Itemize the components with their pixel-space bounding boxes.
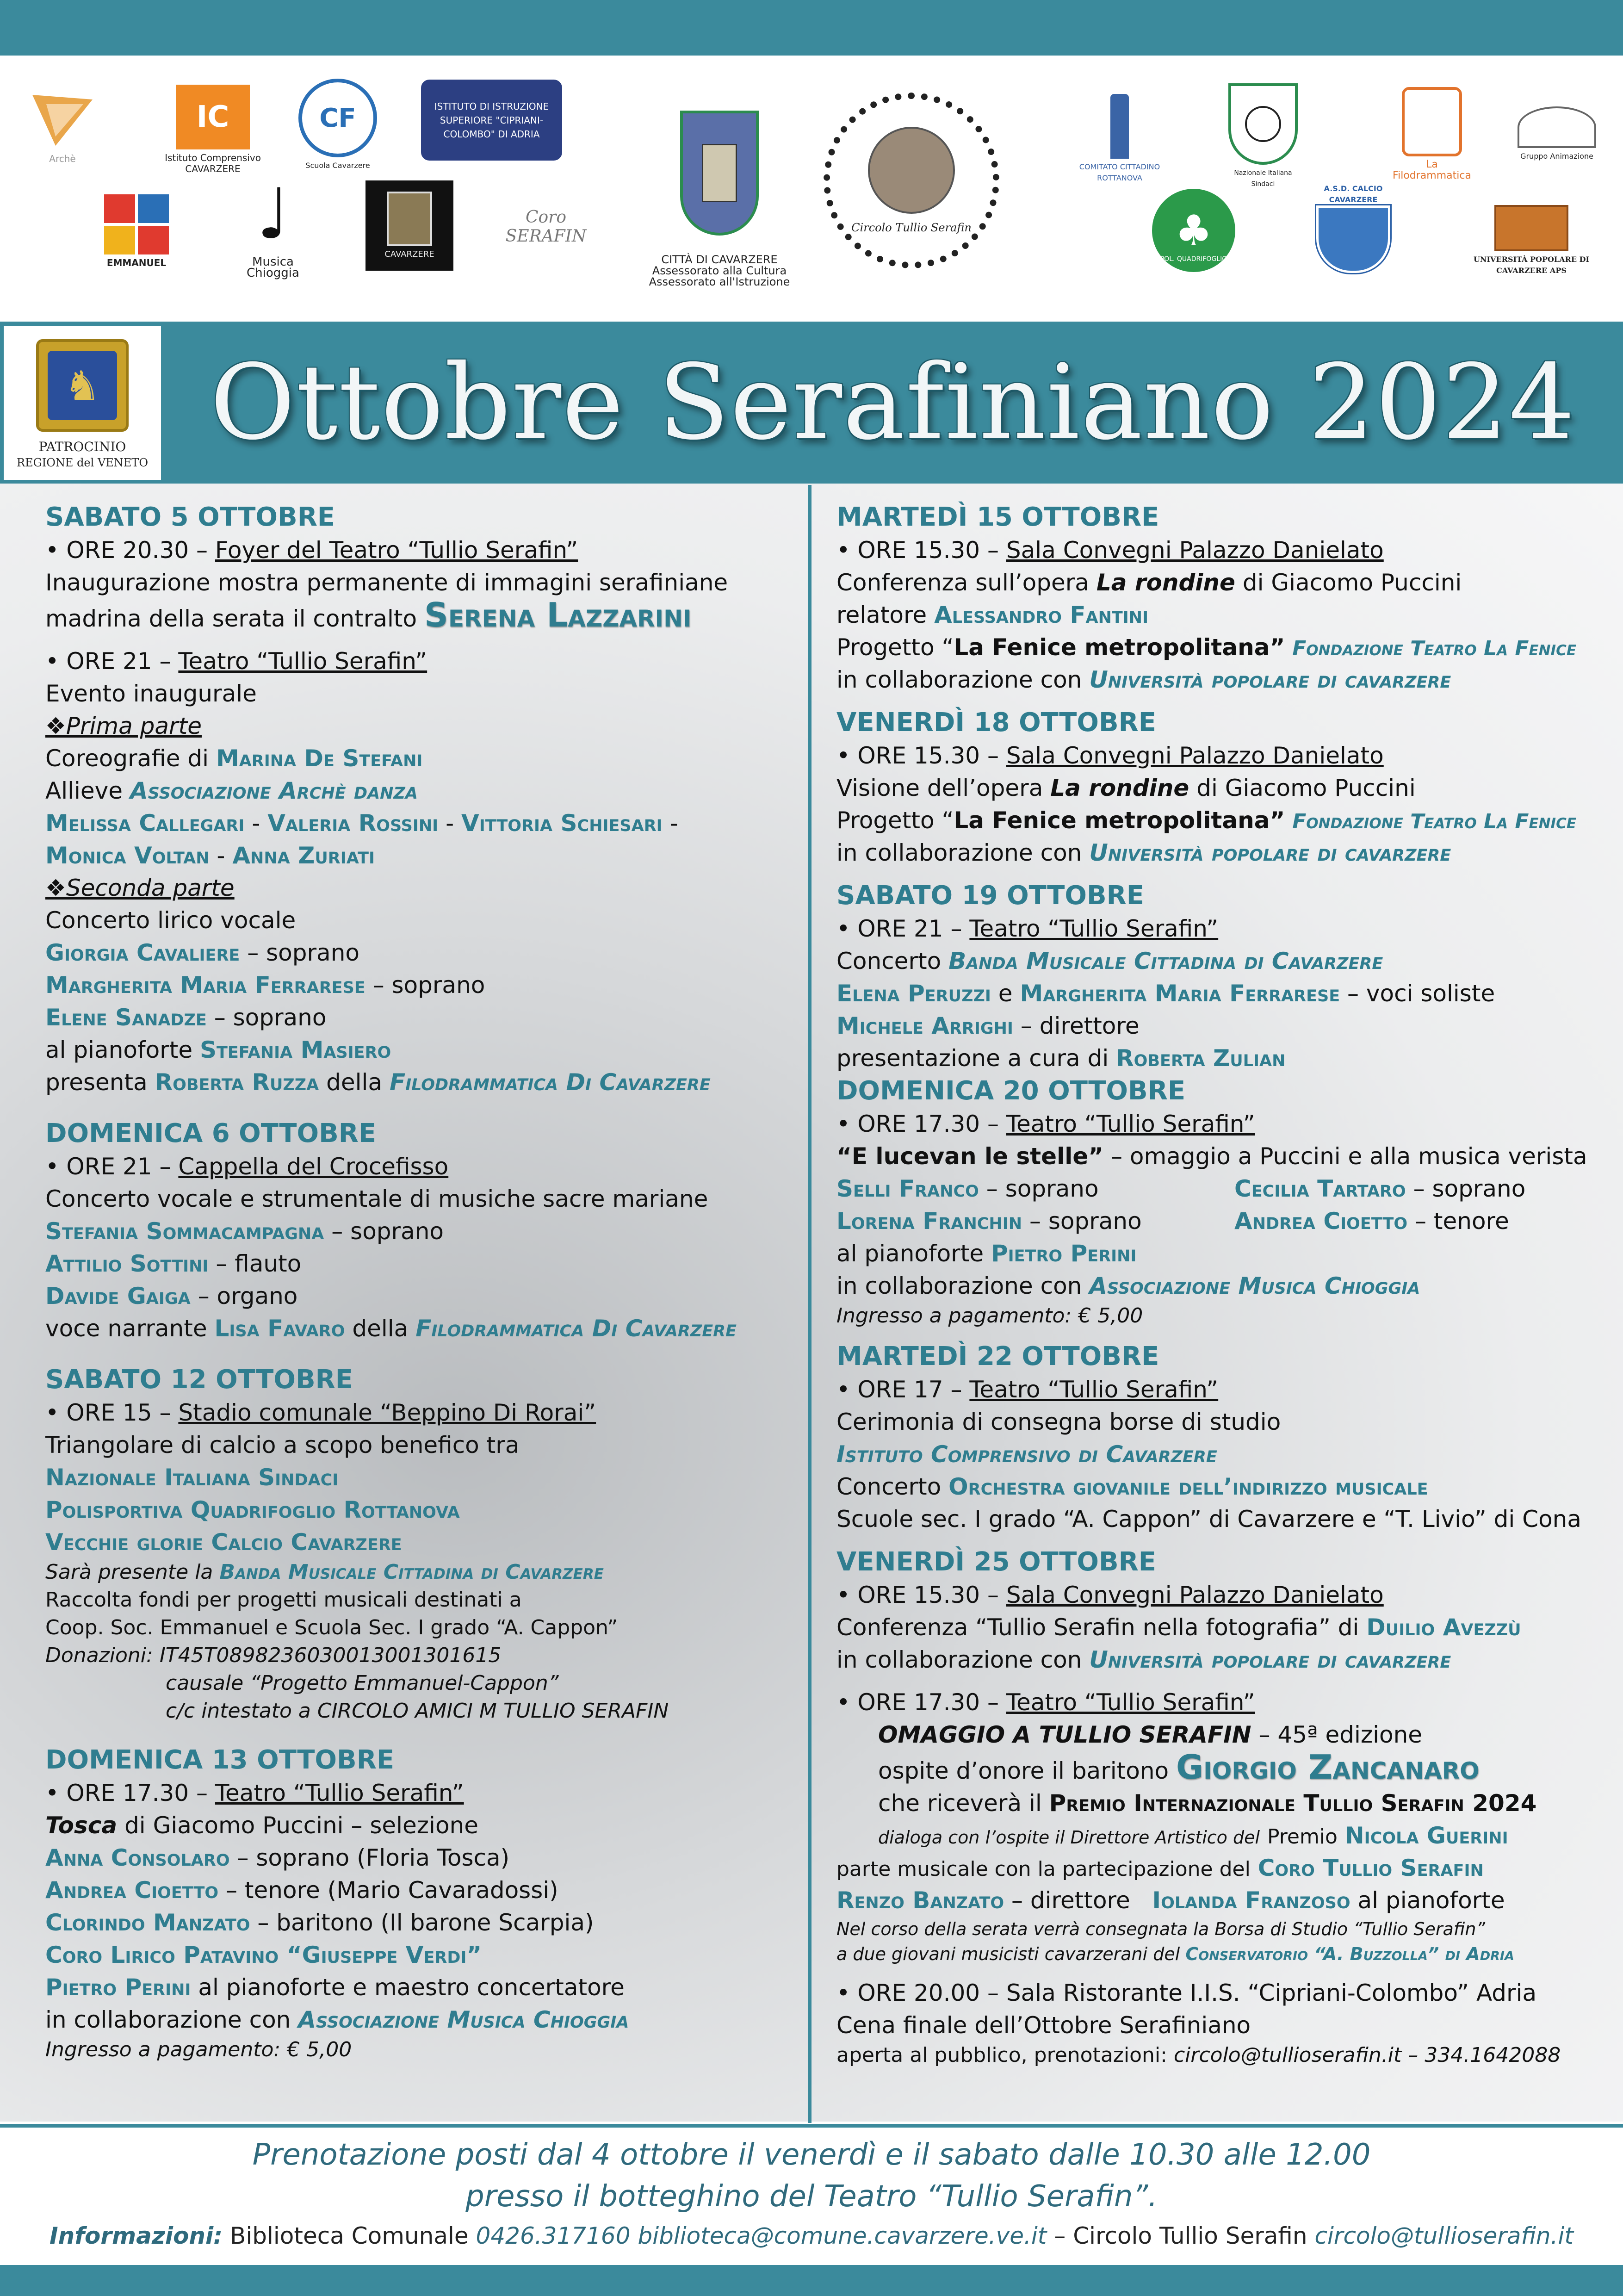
left-column: SABATO 5 OTTOBRE • ORE 20.30 – Foyer del Teatro “Tullio Serafin” Inaugurazione mostra permanente di immagini serafiniane madrina della serata il contralto Serena Lazzarini • ORE 21 – Teatro “Tullio Serafin” Evento inaugurale ❖Prima parte Coreografie di Marina De Stefani Allieve Associazione Archè danza Melissa Callegari - Valeria Rossini - Vittoria Schiesari - Monica Voltan - Anna Zuriati ❖Seconda parte Concerto lirico vocale Giorgia Cavaliere – soprano Margherita Maria Ferrarese – soprano Elene Sanadze – soprano al pianoforte Stefania Masiero presenta Roberta Ruzza della Filodrammatica Di Cavarzere DOMENICA 6 OTTOBRE • ORE 21 – Cappella del Crocefisso Concerto vocale e strumentale di musiche sacre mariane Stefania Sommacampagna – soprano Attilio Sottini – flauto Davide Gaiga – organo voce narrante Lisa Favaro della Filodrammatica Di Cavarzere SABATO 12 OTTOBRE • ORE 15 – Stadio comunale “Beppino Di Rorai” Triangolare di calcio a scopo benefico tra Nazionale Italiana Sindaci Polisportiva Quadrifoglio Rottanova Vecchie glorie Calcio Cavarzere Sarà presente la Banda Musicale Cittadina di Cavarzere Raccolta fondi per progetti musicali destinati a Coop. Soc. Emmanuel e Scuola Sec. I grado “A. Cappon” Donazioni: IT45T0898236030013001301615 causale “Progetto Emmanuel-Cappon” c/c intestato a CIRCOLO AMICI M TULLIO SERAFIN DOMENICA 13 OTTOBRE • ORE 17.30 – Teatro “Tullio Serafin” Tosca di Giacomo Puccini – selezione Anna Consolaro – soprano (Floria Tosca) Andrea Cioetto – tenore (Mario Cavaradossi) Clorindo Manzato – baritono (Il barone Scarpia) Coro Lirico Patavino “Giuseppe Verdi” Pietro Perini al pianoforte e maestro concertatore in collaborazione con Associazione Musica Chioggia Ingresso a pagamento: € 5,00 — [45, 501, 799, 2064]
column-divider — [808, 485, 812, 2123]
booking-location: presso il botteghino del Teatro “Tullio Serafin”. — [465, 2179, 1158, 2214]
contact-line: Informazioni: Biblioteca Comunale 0426.317160 biblioteca@comune.cavarzere.ve.it – Circolo Tullio Serafin circolo@tullioserafin.it — [50, 2222, 1573, 2249]
pol-quadrifoglio-logo: ♣ POL. QUADRIFOGLIO — [1147, 180, 1240, 273]
comitato-rottanova-logo: COMITATO CITTADINO ROTTANOVA — [1073, 83, 1166, 194]
arche-logo: Archè — [19, 83, 106, 171]
day-heading: SABATO 12 OTTOBRE — [45, 1365, 353, 1395]
mask-icon — [1402, 87, 1462, 156]
day-heading: DOMENICA 6 OTTOBRE — [45, 1118, 377, 1148]
bottom-bar — [0, 2265, 1623, 2296]
event-time-place: • ORE 21 – Cappella del Crocefisso — [45, 1153, 449, 1180]
day-heading: VENERDÌ 18 OTTOBRE — [836, 707, 1157, 738]
laurel-portrait-icon: Circolo Tullio Serafin — [824, 93, 999, 268]
ic-cavarzere-logo: IC Istituto Comprensivo CAVARZERE — [157, 79, 268, 180]
guest-of-honour: Giorgio Zancanaro — [1176, 1748, 1480, 1787]
event-time-place: • ORE 17.30 – Teatro “Tullio Serafin” — [836, 1111, 1255, 1137]
scuola-cavarzere-logo: CF Scuola Cavarzere — [291, 79, 384, 171]
asd-calcio-cavarzere-logo: A.S.D. CALCIO CAVARZERE — [1309, 180, 1397, 273]
event-time-place: • ORE 20.00 – Sala Ristorante I.I.S. “Cipriani-Colombo” Adria — [836, 1980, 1537, 2006]
arche-mark-icon — [28, 90, 97, 150]
day-heading: MARTEDÌ 22 OTTOBRE — [836, 1341, 1159, 1371]
event-time-place: • ORE 15.30 – Sala Convegni Palazzo Danielato — [836, 1582, 1384, 1608]
day-heading: SABATO 5 OTTOBRE — [45, 502, 335, 532]
day-heading: SABATO 19 OTTOBRE — [836, 881, 1145, 911]
emmanuel-mark-icon — [104, 194, 169, 254]
day-heading: DOMENICA 13 OTTOBRE — [45, 1745, 395, 1775]
logo-strip — [0, 56, 1623, 319]
musica-chioggia-logo: ♩ Musica Chioggia — [247, 174, 299, 280]
city-crest-icon — [680, 111, 759, 236]
patrocinio-regione-veneto: ♞ PATROCINIO REGIONE del VENETO — [4, 326, 161, 480]
lighthouse-icon — [1110, 94, 1129, 159]
event-time-place: • ORE 17 – Teatro “Tullio Serafin” — [836, 1376, 1219, 1403]
universita-popolare-logo: UNIVERSITÀ POPOLARE DI CAVARZERE APS — [1467, 194, 1596, 287]
guest-name: Serena Lazzarini — [424, 596, 692, 634]
veneto-lion-icon: ♞ — [36, 339, 129, 432]
emmanuel-logo: EMMANUEL — [97, 185, 176, 278]
nazionale-sindaci-logo: Nazionale Italiana Sindaci — [1221, 83, 1305, 190]
clover-badge-icon: ♣ — [1152, 189, 1235, 272]
event-time-place: • ORE 15.30 – Sala Convegni Palazzo Danielato — [836, 537, 1384, 564]
day-heading: MARTEDÌ 15 OTTOBRE — [836, 502, 1159, 532]
right-column: MARTEDÌ 15 OTTOBRE • ORE 15.30 – Sala Convegni Palazzo Danielato Conferenza sull’opera La rondine di Giacomo Puccini relatore Alessandro Fantini Progetto “La Fenice metropolitana” Fondazione Teatro La Fenice in collaborazione con Università popolare di cavarzere VENERDÌ 18 OTTOBRE • ORE 15.30 – Sala Convegni Palazzo Danielato Visione dell’opera La rondine di Giacomo Puccini Progetto “La Fenice metropolitana” Fondazione Teatro La Fenice in collaborazione con Università popolare di cavarzere SABATO 19 OTTOBRE • ORE 21 – Teatro “Tullio Serafin” Concerto Banda Musicale Cittadina di Cavarzere Elena Peruzzi e Margherita Maria Ferrarese – voci soliste Michele Arrighi – direttore presentazione a cura di Roberta Zulian DOMENICA 20 OTTOBRE • ORE 17.30 – Teatro “Tullio Serafin” “E lucevan le stelle” – omaggio a Puccini e alla musica verista Selli Franco – soprano Cecilia Tartaro – soprano Lorena Franchin – soprano Andrea Cioetto – tenore al pianoforte Pietro Perini in collaborazione con Associazione Musica Chioggia Ingresso a pagamento: € 5,00 MARTEDÌ 22 OTTOBRE • ORE 17 – Teatro “Tullio Serafin” Cerimonia di consegna borse di studio Istituto Comprensivo di Cavarzere Concerto Orchestra giovanile dell’indirizzo musicale Scuole sec. I grado “A. Cappon” di Cavarzere e “T. Livio” di Cona VENERDÌ 25 OTTOBRE • ORE 15.30 – Sala Convegni Palazzo Danielato Conferenza “Tullio Serafin nella fotografia” di Duilio Avezzù in collaborazione con Università popolare di cavarzere • ORE 17.30 – Teatro “Tullio Serafin” OMAGGIO A TULLIO SERAFIN – 45ª edizione ospite d’onore il baritono Giorgio Zancanaro che riceverà il Premio Internazionale Tullio Serafin 2024 dialoga con l’ospite il Direttore Artistico del Premio Nicola Guerini parte musicale con la partecipazione del Coro Tullio Serafin Renzo Banzato – direttore Iolanda Franzoso al pianoforte Nel corso della serata verrà consegnata la Borsa di Studio “Tullio Serafin” a due giovani musicisti cavarzerani del Conservatorio “A. Buzzolla” di Adria • ORE 20.00 – Sala Ristorante I.I.S. “Cipriani-Colombo” Adria Cena finale dell’Ottobre Serafiniano aperta al pubblico, prenotazioni: circolo@tullioserafin.it – 334.1642088 — [836, 501, 1614, 2069]
coro-serafin-logo: Coro SERAFIN — [505, 208, 587, 246]
circolo-tullio-serafin-logo — [810, 79, 1013, 282]
event-time-place: • ORE 15 – Stadio comunale “Beppino Di Rorai” — [45, 1399, 596, 1426]
scuola-circle-icon: CF — [298, 79, 377, 157]
cipriani-colombo-logo: ISTITUTO DI ISTRUZIONE SUPERIORE "CIPRIANI-COLOMBO" DI ADRIA — [421, 80, 562, 161]
day-heading: DOMENICA 20 OTTOBRE — [836, 1076, 1186, 1106]
music-note-icon: ♩ — [256, 174, 290, 254]
shield-ball-icon — [1228, 83, 1298, 165]
event-time-place: • ORE 17.30 – Teatro “Tullio Serafin” — [836, 1689, 1255, 1716]
booking-line: Prenotazione posti dal 4 ottobre il venerdì e il sabato dalle 10.30 alle 12.00 — [252, 2138, 1371, 2172]
event-time-place: • ORE 20.30 – Foyer del Teatro “Tullio Serafin” — [45, 537, 578, 564]
gruppo-animazione-logo: Gruppo Animazione — [1504, 93, 1610, 176]
ic-mark-icon: IC — [176, 85, 250, 149]
page-title: Ottobre Serafiniano 2024 — [210, 342, 1576, 463]
footer-info — [0, 2124, 1623, 2265]
church-icon — [1518, 106, 1596, 148]
event-time-place: • ORE 15.30 – Sala Convegni Palazzo Danielato — [836, 742, 1384, 769]
top-bar — [0, 0, 1623, 56]
banda-cavarzere-logo: CAVARZERE — [365, 180, 453, 271]
event-time-place: • ORE 17.30 – Teatro “Tullio Serafin” — [45, 1780, 464, 1806]
day-heading: VENERDÌ 25 OTTOBRE — [836, 1547, 1157, 1577]
citta-cavarzere-logo: CITTÀ DI CAVARZERE Assessorato alla Cultura Assessorato all'Istruzione — [643, 74, 796, 324]
calcio-shield-icon — [1316, 205, 1390, 273]
tower-icon — [387, 192, 432, 246]
filodrammatica-logo: La Filodrammatica — [1393, 81, 1471, 187]
event-time-place: • ORE 21 – Teatro “Tullio Serafin” — [45, 648, 427, 675]
event-time-place: • ORE 21 – Teatro “Tullio Serafin” — [836, 915, 1219, 942]
palace-icon — [1494, 205, 1568, 251]
